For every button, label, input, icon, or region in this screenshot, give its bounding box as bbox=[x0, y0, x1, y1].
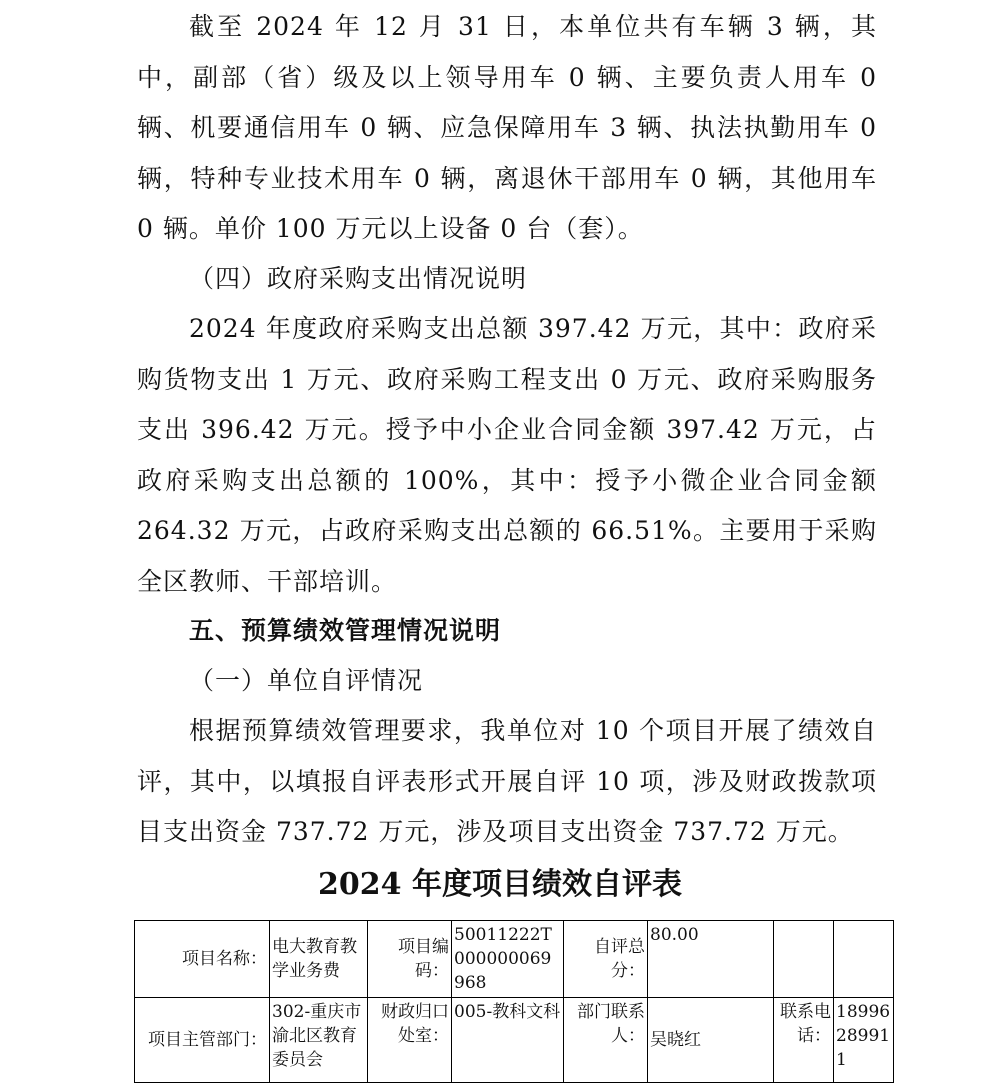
self-eval-heading: （一）单位自评情况 bbox=[189, 666, 424, 695]
procurement-heading: （四）政府采购支出情况说明 bbox=[189, 264, 528, 293]
phone-value: 18996289911 bbox=[834, 998, 894, 1083]
contact-value: 吴晓红 bbox=[648, 998, 774, 1083]
self-eval-paragraph: 根据预算绩效管理要求，我单位对 10 个项目开展了绩效自评，其中，以填报自评表形式开展自评 10 项，涉及财政拨款项目支出资金 737.72 万元，涉及项目支出资金 737.72 万元。 bbox=[137, 716, 877, 846]
project-code-label: 项目编码： bbox=[368, 921, 452, 998]
self-score-label: 自评总分： bbox=[564, 921, 648, 998]
table-row bbox=[135, 998, 894, 1083]
dept-value: 302-重庆市渝北区教育委员会 bbox=[270, 998, 368, 1083]
section-five-heading: 五、预算绩效管理情况说明 bbox=[189, 616, 502, 645]
table-row bbox=[135, 921, 894, 998]
empty-cell bbox=[834, 921, 894, 998]
self-score-value: 80.00 bbox=[648, 921, 774, 998]
dept-label: 项目主管部门： bbox=[135, 998, 270, 1083]
table-title: 2024 年度项目绩效自评表 bbox=[318, 867, 682, 902]
procurement-paragraph: 2024 年度政府采购支出总额 397.42 万元，其中：政府采购货物支出 1 万元、政府采购工程支出 0 万元、政府采购服务支出 396.42 万元。授予中小企业合同金额 397.42 万元，占政府采购支出总额的 100%，其中：授予小微企业合同金额 264.32 万元，占政府采购支出总额的 66.51%。主要用于采购全区教师、干部培训。 bbox=[137, 314, 877, 596]
project-eval-table bbox=[134, 920, 894, 1083]
finance-office-label: 财政归口处室： bbox=[368, 998, 452, 1083]
project-code-value: 50011222T000000069968 bbox=[452, 921, 564, 998]
finance-office-value: 005-教科文科 bbox=[452, 998, 564, 1083]
project-name-value: 电大教育教学业务费 bbox=[270, 921, 368, 998]
vehicles-paragraph: 截至 2024 年 12 月 31 日，本单位共有车辆 3 辆，其中，副部（省）级及以上领导用车 0 辆、主要负责人用车 0 辆、机要通信用车 0 辆、应急保障用车 3 辆、执法执勤用车 0 辆，特种专业技术用车 0 辆，离退休干部用车 0 辆，其他用车 0 辆。单价 100 万元以上设备 0 台（套）。 bbox=[137, 12, 877, 243]
empty-cell bbox=[774, 921, 834, 998]
project-name-label: 项目名称： bbox=[135, 921, 270, 998]
phone-label: 联系电话： bbox=[774, 998, 834, 1083]
contact-label: 部门联系人： bbox=[564, 998, 648, 1083]
